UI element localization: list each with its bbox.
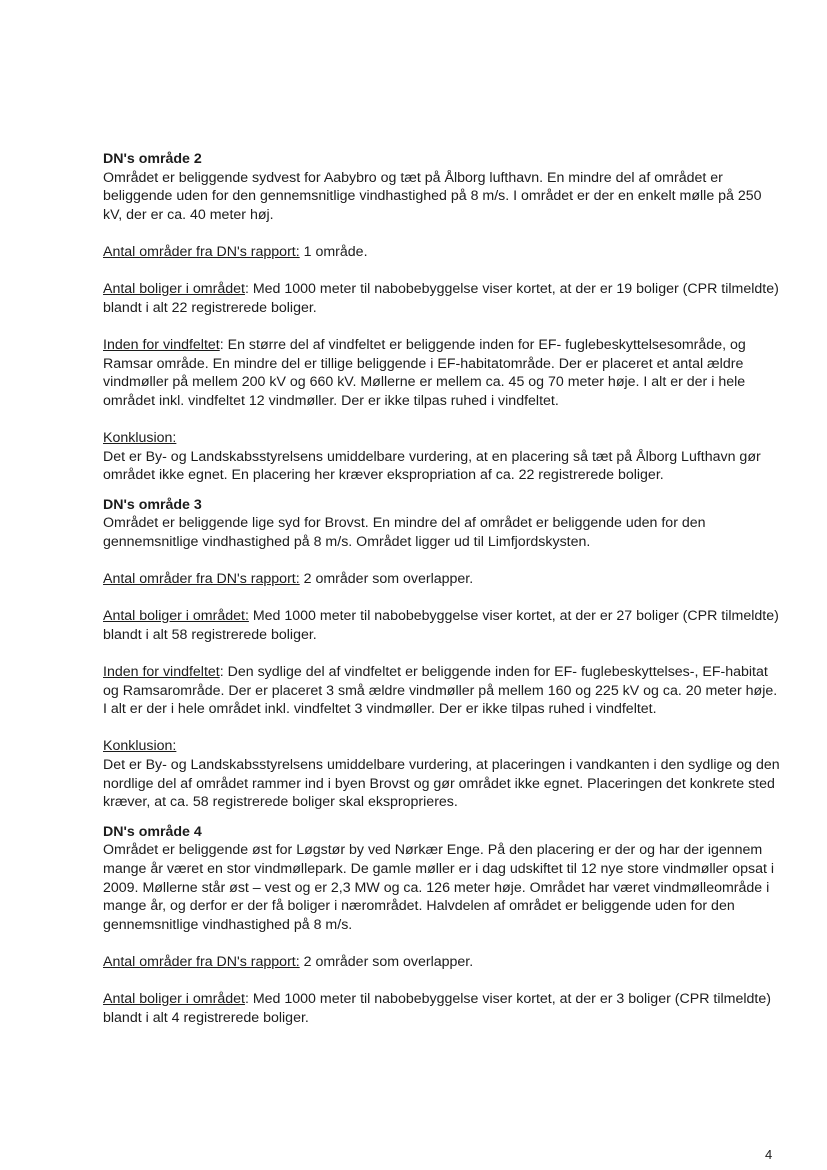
antal-omrader-text: 2 områder som overlapper. xyxy=(299,571,474,588)
antal-omrader xyxy=(103,570,783,589)
section-intro: Området er beliggende øst for Løgstør by ved Nørkær Enge. På den placering er der og har der igennem mange år været en stor vindmøllepark. De gamle møller er i dag udskiftet til 12 nye store vindmøller opsat i 2009. Møllerne står øst – vest og er 2,3 MW og ca. 126 meter høje. Området har været vindmølleområde i mange år, og derfor er der få boliger i nærområdet. Halvdelen af området er beliggende uden for den gennemsnitlige vindhastighed på 8 m/s. xyxy=(103,842,775,933)
antal-boliger-text: : Med 1000 meter til nabobebyggelse viser kortet, at der er 19 boliger (CPR tilmeldte) blandt i alt 22 registrerede boliger. xyxy=(103,281,779,316)
antal-omrader-text: 2 områder som overlapper. xyxy=(299,953,474,970)
section-omrade-3 xyxy=(103,496,783,812)
section-omrade-2 xyxy=(103,150,783,485)
section-intro: Området er beliggende sydvest for Aabybro og tæt på Ålborg lufthavn. En mindre del af området er beliggende uden for den gennemsnitlige vindhastighed på 8 m/s. I området er der en enkelt mølle på 250 kV, der er ca. 40 meter høj. xyxy=(103,169,762,223)
section-title: DN's område 2 xyxy=(103,151,202,167)
konklusion-text: Det er By- og Landskabsstyrelsens umiddelbare vurdering, at placeringen i vandkanten i den sydlige og den nordlige del af området rammer ind i byen Brovst og gør området ikke egnet. Placeringen det konkrete sted kræver, at ca. 58 registrerede boliger skal eksproprieres. xyxy=(103,757,780,811)
page-number: 4 xyxy=(765,1147,773,1162)
antal-omrader-label: Antal områder fra DN's rapport: xyxy=(103,243,300,260)
antal-boliger-label: Antal boliger i området xyxy=(103,281,245,298)
section-intro: Området er beliggende lige syd for Brovst. En mindre del af området er beliggende uden for den gennemsnitlige vindhastighed på 8 m/s. Området ligger ud til Limfjordskysten. xyxy=(103,515,706,550)
section-title: DN's område 4 xyxy=(103,823,202,840)
antal-boliger-text: Med 1000 meter til nabobebyggelse viser kortet, at der er 27 boliger (CPR tilmeldte) blandt i alt 58 registrerede boliger. xyxy=(103,608,779,643)
antal-omrader xyxy=(103,953,783,972)
antal-boliger xyxy=(103,607,783,644)
konklusion-label-line xyxy=(103,429,783,448)
inden-text: : En større del af vindfeltet er beliggende inden for EF- fuglebeskyttelsesområde, og Ramsar område. En mindre del er tillige beliggende i EF-habitatområde. Der er placeret et antal ældre vindmøller på mellem 200 kV og 660 kV. Møllerne er mellem ca. 45 og 70 meter høje. I alt er der i hele området inkl. vindfeltet 12 vindmøller. Der er ikke tilpas ruhed i vindfeltet. xyxy=(103,336,746,409)
document-page xyxy=(103,150,783,1046)
section-title: DN's område 3 xyxy=(103,496,202,513)
inden-label: Inden for vindfeltet xyxy=(103,664,220,681)
antal-boliger-label: Antal boliger i området xyxy=(103,991,245,1008)
antal-boliger-text: : Med 1000 meter til nabobebyggelse viser kortet, at der er 3 boliger (CPR tilmeldte) blandt i alt 4 registrerede boliger. xyxy=(103,991,771,1026)
inden-label: Inden for vindfeltet xyxy=(103,336,220,353)
konklusion-label: Konklusion: xyxy=(103,738,177,755)
antal-omrader-label: Antal områder fra DN's rapport: xyxy=(103,571,300,588)
konklusion-text: Det er By- og Landskabsstyrelsens umiddelbare vurdering, at en placering så tæt på Ålborg Lufthavn gør området ikke egnet. En placering her kræver ekspropriation af ca. 22 registrerede boliger. xyxy=(103,448,761,484)
inden-text: : Den sydlige del af vindfeltet er beliggende inden for EF- fuglebeskyttelses-, EF-habitat og Ramsarområde. Der er placeret 3 små ældre vindmøller på mellem 160 og 225 kV og ca. 20 meter høje. I alt er der i hele området inkl. vindfeltet 3 vindmøller. Der er ikke tilpas ruhed i vindfeltet. xyxy=(103,664,778,718)
inden-for-vindfeltet xyxy=(103,663,783,719)
antal-omrader-label: Antal områder fra DN's rapport: xyxy=(103,953,300,970)
konklusion-label: Konklusion: xyxy=(103,429,177,446)
antal-boliger xyxy=(103,990,783,1027)
antal-boliger xyxy=(103,280,783,317)
section-omrade-4 xyxy=(103,823,783,1028)
antal-omrader-text: 1 område. xyxy=(299,243,368,260)
inden-for-vindfeltet xyxy=(103,336,783,410)
antal-boliger-label: Antal boliger i området: xyxy=(103,608,249,625)
konklusion-label-line xyxy=(103,737,783,756)
antal-omrader xyxy=(103,243,783,262)
